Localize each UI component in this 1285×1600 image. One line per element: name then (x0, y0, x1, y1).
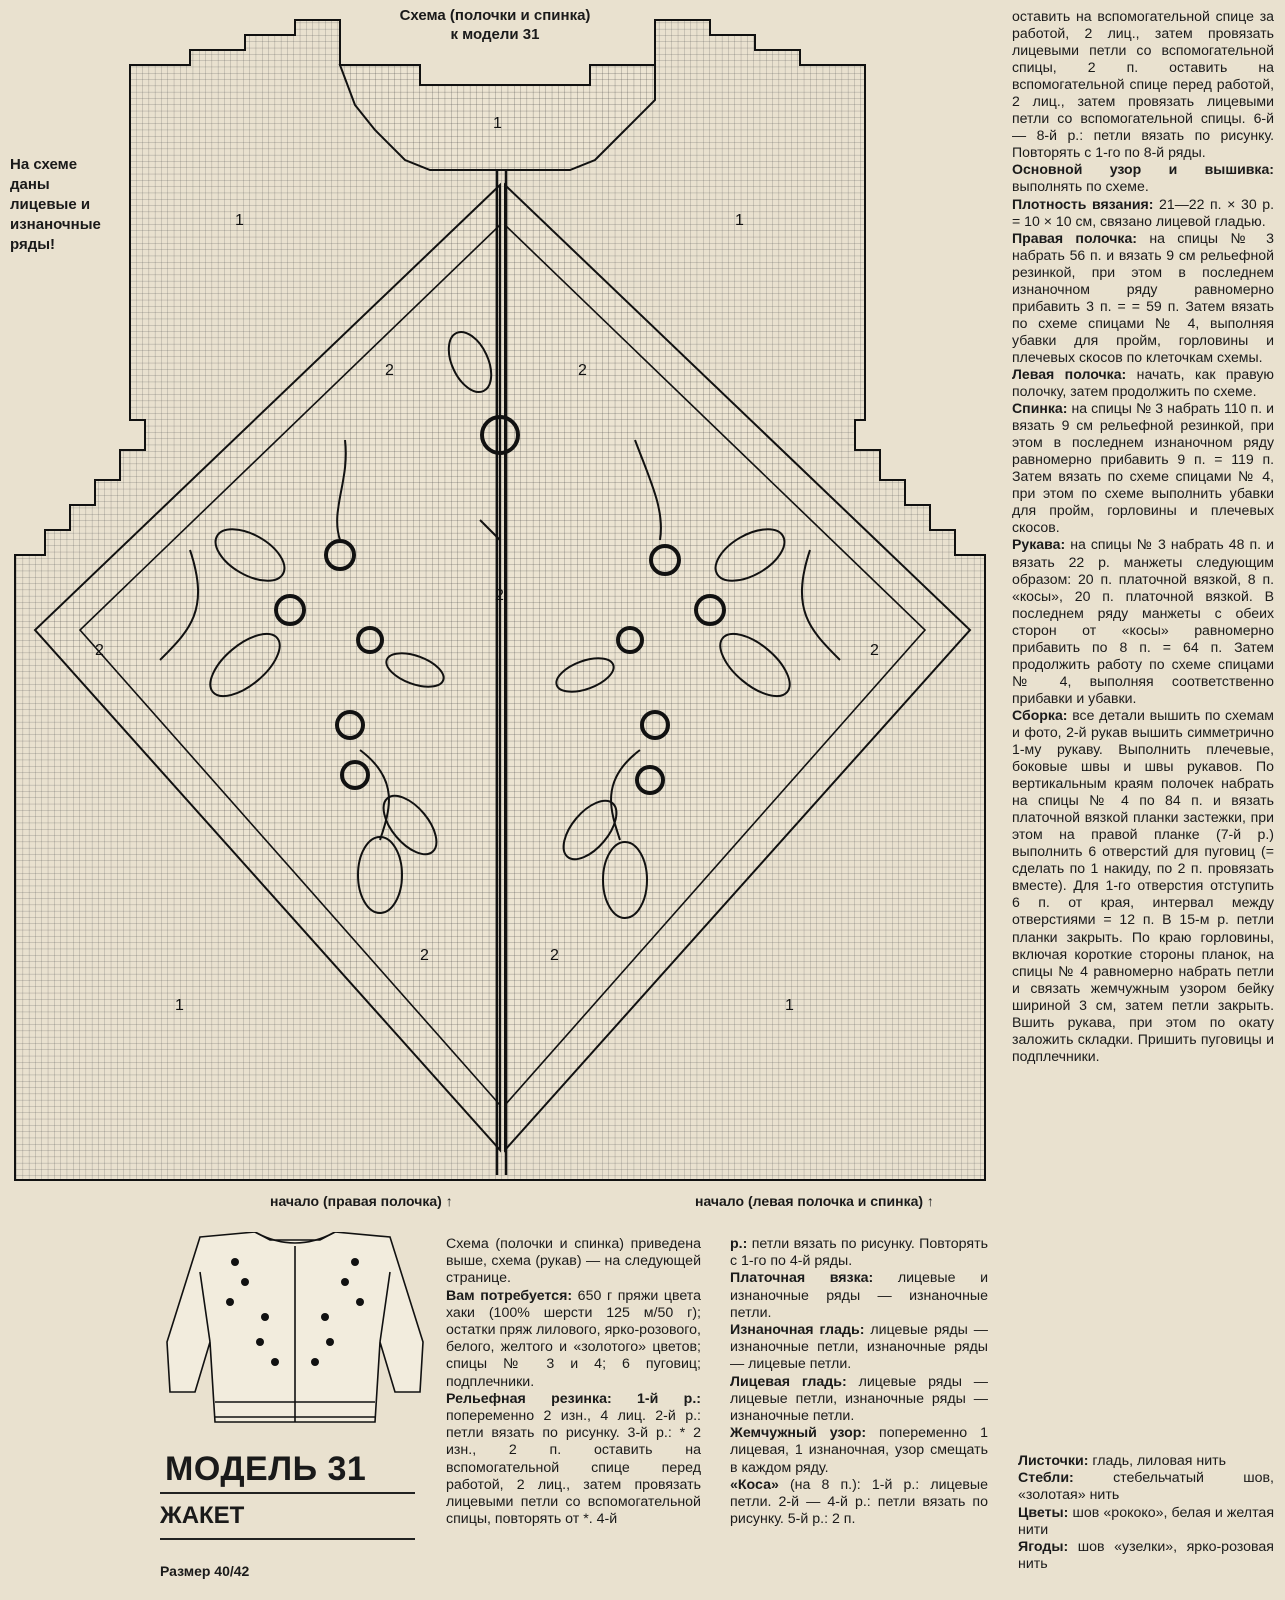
text-column-1: Схема (полочки и спинка) приведена выше, схема (рукав) — на следующей странице. Вам потребуется: 650 г пряжи цвета хаки (100% шерсти 125 м/50 г); остатки пряж лилового, ярко-розового, белого, желтого и «золотого» цветов; спицы № 3 и 4; 6 пуговиц; подплечники. Рельефная резинка: 1-й р.: попеременно 2 изн., 4 лиц. 2-й р.: петли вязать по рисунку. 3-й р.: * 2 изн., 2 п. оставить на вспомогательной спице перед работой, 2 лиц., затем провязать лицевыми петли со вспомогательной спицы, повторять от *. 4-й (446, 1236, 701, 1528)
chart-label: 2 (420, 947, 429, 964)
knitting-chart (10, 10, 990, 1185)
divider (160, 1538, 415, 1540)
model-subtitle: ЖАКЕТ (160, 1502, 245, 1529)
start-left-label: начало (левая полочка и спинка) ↑ (695, 1193, 934, 1209)
chart-label: 1 (175, 997, 184, 1014)
size-label: Размер 40/42 (160, 1563, 250, 1579)
chart-label: 1 (235, 212, 244, 229)
chart-label: 1 (785, 997, 794, 1014)
chart-label: 1 (735, 212, 744, 229)
text-column-2: р.: петли вязать по рисунку. Повторять с 1-го по 4-й ряды. Платочная вязка: лицевые и изнаночные ряды — изнаночные петли. Изнаночная гладь: лицевые ряды — изнаночные петли, изнаночные ряды — лицевые петли. Лицевая гладь: лицевые ряды — лицевые петли, изнаночные ряды — изнаночные петли. Жемчужный узор: попеременно 1 лицевая, 1 изнаночная, узор смещать в каждом ряду. «Коса» (на 8 п.): 1-й р.: лицевые петли. 2-й — 4-й р.: петли вязать по рисунку. 5-й р.: 2 п. (730, 1236, 988, 1528)
divider (160, 1492, 415, 1494)
model-title: МОДЕЛЬ 31 (165, 1450, 367, 1488)
chart-label: 2 (95, 642, 104, 659)
chart-label: 2 (385, 362, 394, 379)
side-note: На схеме даны лицевые и изнаночные ряды! (10, 156, 101, 253)
start-right-label: начало (правая полочка) ↑ (270, 1193, 453, 1209)
text-column-3: оставить на вспомогательной спице за работой, 2 лиц., затем провязать лицевыми петли со вспомогательной спицы, 2 п. оставить на вспомогательной спице перед работой, 2 лиц., затем провязать лицевыми петли со вспомогательной спицы. 6-й — 8-й р.: петли вязать по рисунку. Повторять с 1-го по 8-й ряды. Основной узор и вышивка: выполнять по схеме. Плотность вязания: 21—22 п. × 30 р. = 10 × 10 см, связано лицевой гладью. Правая полочка: на спицы № 3 набрать 56 п. и вязать 9 см рельефной резинкой, при этом в последнем изнаночном ряду равномерно прибавить 3 п. = = 59 п. Затем вязать по схеме спицами № 4, выполняя убавки для пройм, горловины и плечевых скосов по клеточкам схемы. Левая полочка: начать, как правую полочку, затем продолжить по схеме. Спинка: на спицы № 3 набрать 110 п. и вязать 9 см рельефной резинкой, при этом в последнем изнаночном ряду равномерно прибавить 9 п. = 119 п. Затем вязать по схеме спицами № 4, при этом по схеме выполнить убавки для пройм, горловины и плечевых скосов. Рукава: на спицы № 3 набрать 48 п. и вязать 22 р. манжеты следующим образом: 20 п. платочной вязкой, 8 п. «косы», 20 п. платочной вязкой. В последнем ряду манжеты с обеих сторон от «косы» равномерно прибавить по 8 п. = 64 п. Затем продолжить работу по схеме спицами № 4, выполняя соответственно прибавки и убавки. Сборка: все детали вышить по схемам и фото, 2-й рукав вышить симметрично 1-му рукаву. Выполнить плечевые, боковые швы и швы рукавов. По вертикальным краям полочек набрать на спицы № 4 по 84 п. и вязать платочной вязкой планки застежки, при этом на правой планке (7-й р.) выполнить 6 отверстий для пуговиц (= сделать по 1 накиду, по 2 п. провязать вместе). Для 1-го отверстия отступить 6 п. от края, интервал между отверстиями = 12 п. В 15-м р. петли планки закрыть. По краю горловины, включая короткие стороны планок, на спицы № 4 равномерно набрать петли и связать жемчужным узором бейку шириной 3 см, затем петли закрыть. Вшить рукава, при этом по окату заложить складки. Пришить пуговицы и подплечники. (1012, 8, 1275, 1064)
chart-label: 1 (493, 115, 502, 132)
chart-label: 2 (578, 362, 587, 379)
chart-label: 2 (495, 587, 504, 604)
chart-label: 2 (870, 642, 879, 659)
chart-label: 2 (550, 947, 559, 964)
embroidery-legend: Листочки: гладь, лиловая нить Стебли: стебельчатый шов, «золотая» нить Цветы: шов «рококо», белая и желтая нити Ягоды: шов «узелки», ярко-розовая нить (1018, 1453, 1274, 1573)
schema-title: Схема (полочки и спинка) к модели 31 (399, 7, 591, 43)
jacket-sketch (165, 1232, 425, 1437)
